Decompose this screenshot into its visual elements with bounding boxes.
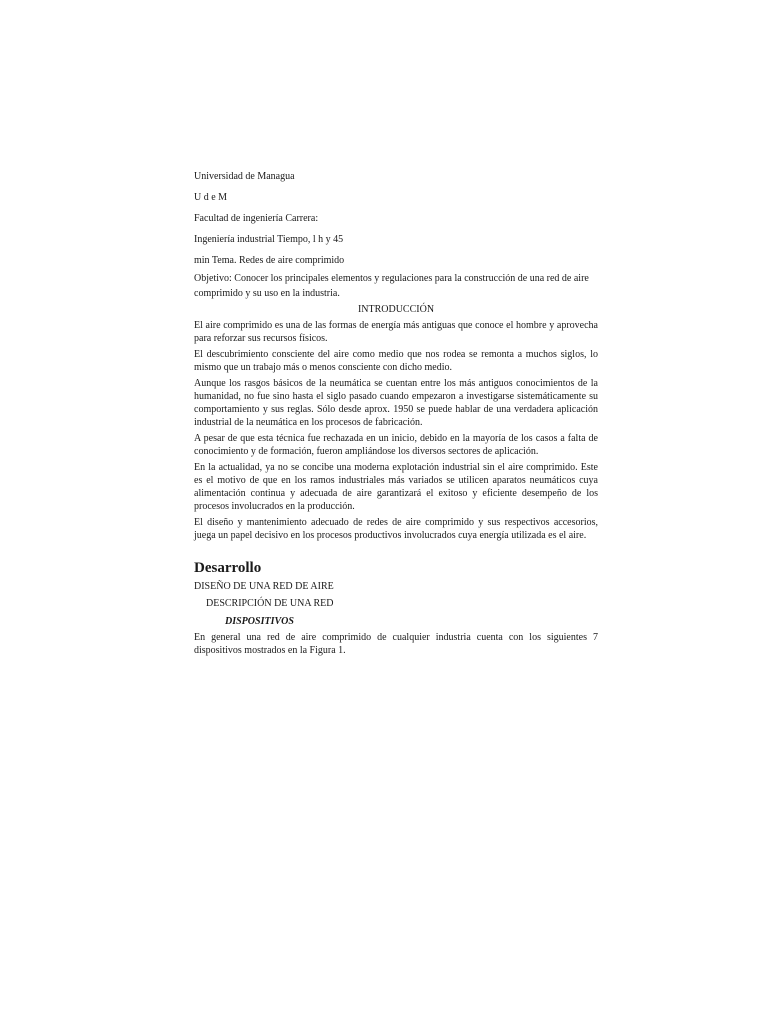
university-abbrev: U d e M (194, 192, 228, 203)
intro-paragraph: El aire comprimido es una de las formas de energía más antiguas que conoce el hombre y aprovecha para reforzar sus recursos físicos. (194, 320, 598, 344)
intro-paragraph: El diseño y mantenimiento adecuado de redes de aire comprimido y sus respectivos accesorios, juega un papel decisivo en los procesos productivos involucrados cuya energía utilizada es el aire. (194, 517, 598, 541)
intro-heading: INTRODUCCIÓN (357, 304, 435, 315)
development-heading: Desarrollo (194, 560, 262, 576)
description-subheading: DESCRIPCIÓN DE UNA RED (206, 598, 334, 609)
intro-paragraph: El descubrimiento consciente del aire como medio que nos rodea se remonta a muchos siglos, lo mismo que un trabajo más o menos consciente con dicho medio. (194, 349, 598, 373)
intro-paragraph: En la actualidad, ya no se concibe una moderna explotación industrial sin el aire comprimido. Este es el motivo de que en los ramos industriales más variados se utilicen aparatos neumáticos cuya alimentación continua y adecuada de aire garantizará el exitoso y eficiente desempeño de los procesos involucrados en la producción. (194, 462, 598, 512)
devices-subheading: DISPOSITIVOS (225, 616, 294, 627)
career-line: Ingeniería industrial Tiempo, l h y 45 (194, 234, 344, 245)
intro-paragraph: A pesar de que esta técnica fue rechazada en un inicio, debido en la mayoría de los casos a falta de conocimiento y de formación, fueron ampliándose los diversos sectores de aplicación. (194, 433, 598, 457)
document-page (194, 170, 598, 660)
devices-paragraph: En general una red de aire comprimido de cualquier industria cuenta con los siguientes 7 dispositivos mostrados en la Figura 1. (194, 632, 598, 656)
intro-paragraph: Aunque los rasgos básicos de la neumática se cuentan entre los más antiguos conocimientos de la humanidad, no fue sino hasta el siglo pasado cuando empezaron a investigarse sistemáticamente su comportamiento y sus reglas. Sólo desde aprox. 1950 se puede hablar de una verdadera aplicación industrial de la neumática en los procesos de fabricación. (194, 378, 598, 428)
design-subheading: DISEÑO DE UNA RED DE AIRE (194, 581, 334, 592)
topic-line: min Tema. Redes de aire comprimido (194, 255, 345, 266)
university-name: Universidad de Managua (194, 171, 295, 182)
objective-line-2: comprimido y su uso en la industria. (194, 288, 340, 299)
faculty-line: Facultad de ingeniería Carrera: (194, 213, 319, 224)
objective-line-1: Objetivo: Conocer los principales elementos y regulaciones para la construcción de una red de aire (194, 273, 589, 284)
